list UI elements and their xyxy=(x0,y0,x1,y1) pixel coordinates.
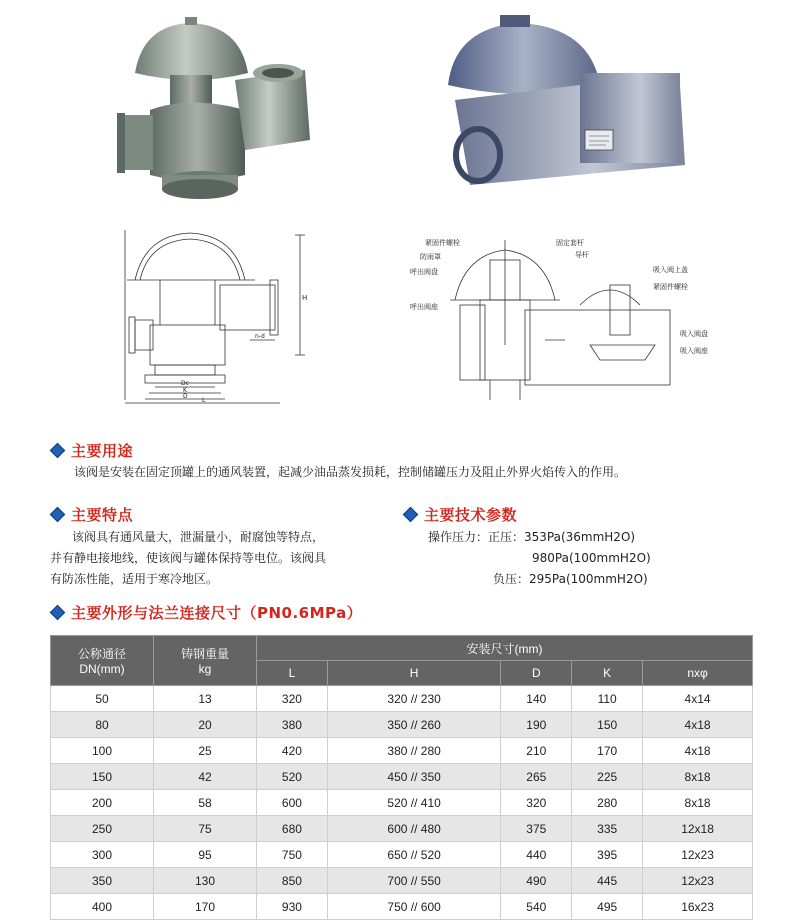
column-header: L xyxy=(257,661,328,686)
table-row xyxy=(51,894,753,920)
column-header: D xyxy=(501,661,572,686)
diamond-bullet-icon xyxy=(50,443,66,459)
callout-guide-rod: 导杆 xyxy=(575,251,589,259)
diamond-bullet-icon xyxy=(403,507,419,523)
dimension-drawing xyxy=(115,225,315,405)
header-weight-line2: kg xyxy=(198,662,212,676)
table-cell: 540 xyxy=(501,894,572,920)
table-cell: 350 // 260 xyxy=(327,712,501,738)
table-cell: 75 xyxy=(154,816,257,842)
table-cell: 445 xyxy=(572,868,643,894)
dim-D: D xyxy=(183,393,188,400)
table-cell: 150 xyxy=(51,764,154,790)
table-cell: 300 xyxy=(51,842,154,868)
table-cell: 335 xyxy=(572,816,643,842)
tech-line-1: 操作压力：正压：353Pa(36mmH2O) xyxy=(428,530,636,544)
table-cell: 320 // 230 xyxy=(327,686,501,712)
usage-heading xyxy=(52,440,133,461)
table-cell: 350 xyxy=(51,868,154,894)
callout-inhale-seat: 吸入阀座 xyxy=(680,347,708,355)
table-cell: 280 xyxy=(572,790,643,816)
header-weight xyxy=(154,636,257,686)
table-cell: 250 xyxy=(51,816,154,842)
callout-tighten-bolt: 紧固件螺栓 xyxy=(425,239,460,247)
table-cell: 130 xyxy=(154,868,257,894)
table-cell: 42 xyxy=(154,764,257,790)
table-cell: 58 xyxy=(154,790,257,816)
callout-exhale-disc: 呼出阀盘 xyxy=(410,268,438,276)
callout-exhale-seat: 呼出阀座 xyxy=(410,303,438,311)
table-cell: 80 xyxy=(51,712,154,738)
features-title: 主要特点 xyxy=(71,506,134,524)
table-row xyxy=(51,764,753,790)
table-cell: 600 // 480 xyxy=(327,816,501,842)
table-cell: 930 xyxy=(257,894,328,920)
table-cell: 200 xyxy=(51,790,154,816)
table-cell: 190 xyxy=(501,712,572,738)
dimensions-title: 主要外形与法兰连接尺寸（PN0.6MPa） xyxy=(71,604,363,622)
callout-inhale-disc: 吸入阀盘 xyxy=(680,330,708,338)
tech-title: 主要技术参数 xyxy=(424,506,518,524)
table-cell: 12x23 xyxy=(643,842,753,868)
tech-line-2: 980Pa(100mmH2O) xyxy=(532,551,651,565)
tech-heading xyxy=(405,504,517,525)
table-row xyxy=(51,790,753,816)
table-cell: 850 xyxy=(257,868,328,894)
table-cell: 600 xyxy=(257,790,328,816)
table-cell: 400 xyxy=(51,894,154,920)
table-cell: 100 xyxy=(51,738,154,764)
callout-fixed-sleeve-rod: 固定套杆 xyxy=(556,239,584,247)
features-line-3: 有防冻性能，适用于寒冷地区。 xyxy=(50,572,219,586)
table-cell: 420 xyxy=(257,738,328,764)
callout-rain-cover: 防雨罩 xyxy=(420,253,441,261)
table-cell: 375 xyxy=(501,816,572,842)
table-cell: 16x23 xyxy=(643,894,753,920)
table-cell: 440 xyxy=(501,842,572,868)
tech-line-3: 负压：295Pa(100mmH2O) xyxy=(493,572,648,586)
table-cell: 210 xyxy=(501,738,572,764)
table-cell: 520 // 410 xyxy=(327,790,501,816)
dim-n-d: n-d xyxy=(255,333,265,340)
header-dn-line1: 公称通径 xyxy=(77,647,126,661)
table-cell: 50 xyxy=(51,686,154,712)
table-row xyxy=(51,868,753,894)
features-heading xyxy=(52,504,133,525)
table-cell: 110 xyxy=(572,686,643,712)
table-cell: 8x18 xyxy=(643,764,753,790)
header-install: 安装尺寸(mm) xyxy=(257,636,753,661)
header-dn xyxy=(51,636,154,686)
diamond-bullet-icon xyxy=(50,605,66,621)
table-cell: 140 xyxy=(501,686,572,712)
header-dn-line2: DN(mm) xyxy=(79,662,125,676)
table-cell: 12x18 xyxy=(643,816,753,842)
table-cell: 12x23 xyxy=(643,868,753,894)
valve-photo-left xyxy=(115,15,320,200)
table-cell: 8x18 xyxy=(643,790,753,816)
table-cell: 490 xyxy=(501,868,572,894)
column-header: H xyxy=(327,661,501,686)
table-row xyxy=(51,738,753,764)
table-cell: 4x18 xyxy=(643,712,753,738)
table-cell: 450 // 350 xyxy=(327,764,501,790)
table-row xyxy=(51,816,753,842)
table-cell: 170 xyxy=(572,738,643,764)
header-weight-line1: 铸钢重量 xyxy=(180,647,229,661)
table-cell: 380 // 280 xyxy=(327,738,501,764)
table-cell: 320 xyxy=(501,790,572,816)
table-cell: 4x18 xyxy=(643,738,753,764)
dim-K: K xyxy=(183,387,187,394)
callout-tighten-bolt-2: 紧固件螺栓 xyxy=(653,283,688,291)
table-row xyxy=(51,712,753,738)
dimensions-table xyxy=(50,635,753,920)
table-cell: 95 xyxy=(154,842,257,868)
table-cell: 13 xyxy=(154,686,257,712)
dimensions-heading xyxy=(52,602,362,623)
table-row xyxy=(51,686,753,712)
valve-photo-right xyxy=(440,15,690,195)
features-line-1: 该阀具有通风量大，泄漏量小，耐腐蚀等特点， xyxy=(72,530,325,544)
table-cell: 380 xyxy=(257,712,328,738)
table-cell: 750 xyxy=(257,842,328,868)
dim-H: H xyxy=(302,294,308,302)
table-row xyxy=(51,842,753,868)
table-cell: 170 xyxy=(154,894,257,920)
table-cell: 680 xyxy=(257,816,328,842)
table-cell: 395 xyxy=(572,842,643,868)
diamond-bullet-icon xyxy=(50,507,66,523)
usage-title: 主要用途 xyxy=(71,442,134,460)
table-cell: 520 xyxy=(257,764,328,790)
table-cell: 320 xyxy=(257,686,328,712)
table-cell: 700 // 550 xyxy=(327,868,501,894)
table-cell: 25 xyxy=(154,738,257,764)
usage-text: 该阀是安装在固定顶罐上的通风装置，起减少油品蒸发损耗，控制储罐压力及阻止外界火焰传入的作用。 xyxy=(74,465,627,479)
section-drawing xyxy=(440,235,680,405)
features-line-2: 并有静电接地线，使该阀与罐体保持等电位。该阀具 xyxy=(50,551,327,565)
table-cell: 495 xyxy=(572,894,643,920)
callout-inhale-top-cover: 吸入阀上盖 xyxy=(653,266,688,274)
table-cell: 20 xyxy=(154,712,257,738)
dim-L: L xyxy=(202,397,206,404)
table-cell: 150 xyxy=(572,712,643,738)
dim-Dc: Dc xyxy=(181,380,189,387)
table-cell: 265 xyxy=(501,764,572,790)
column-header: nxφ xyxy=(643,661,753,686)
table-cell: 650 // 520 xyxy=(327,842,501,868)
table-cell: 750 // 600 xyxy=(327,894,501,920)
table-cell: 225 xyxy=(572,764,643,790)
column-header: K xyxy=(572,661,643,686)
table-cell: 4x14 xyxy=(643,686,753,712)
